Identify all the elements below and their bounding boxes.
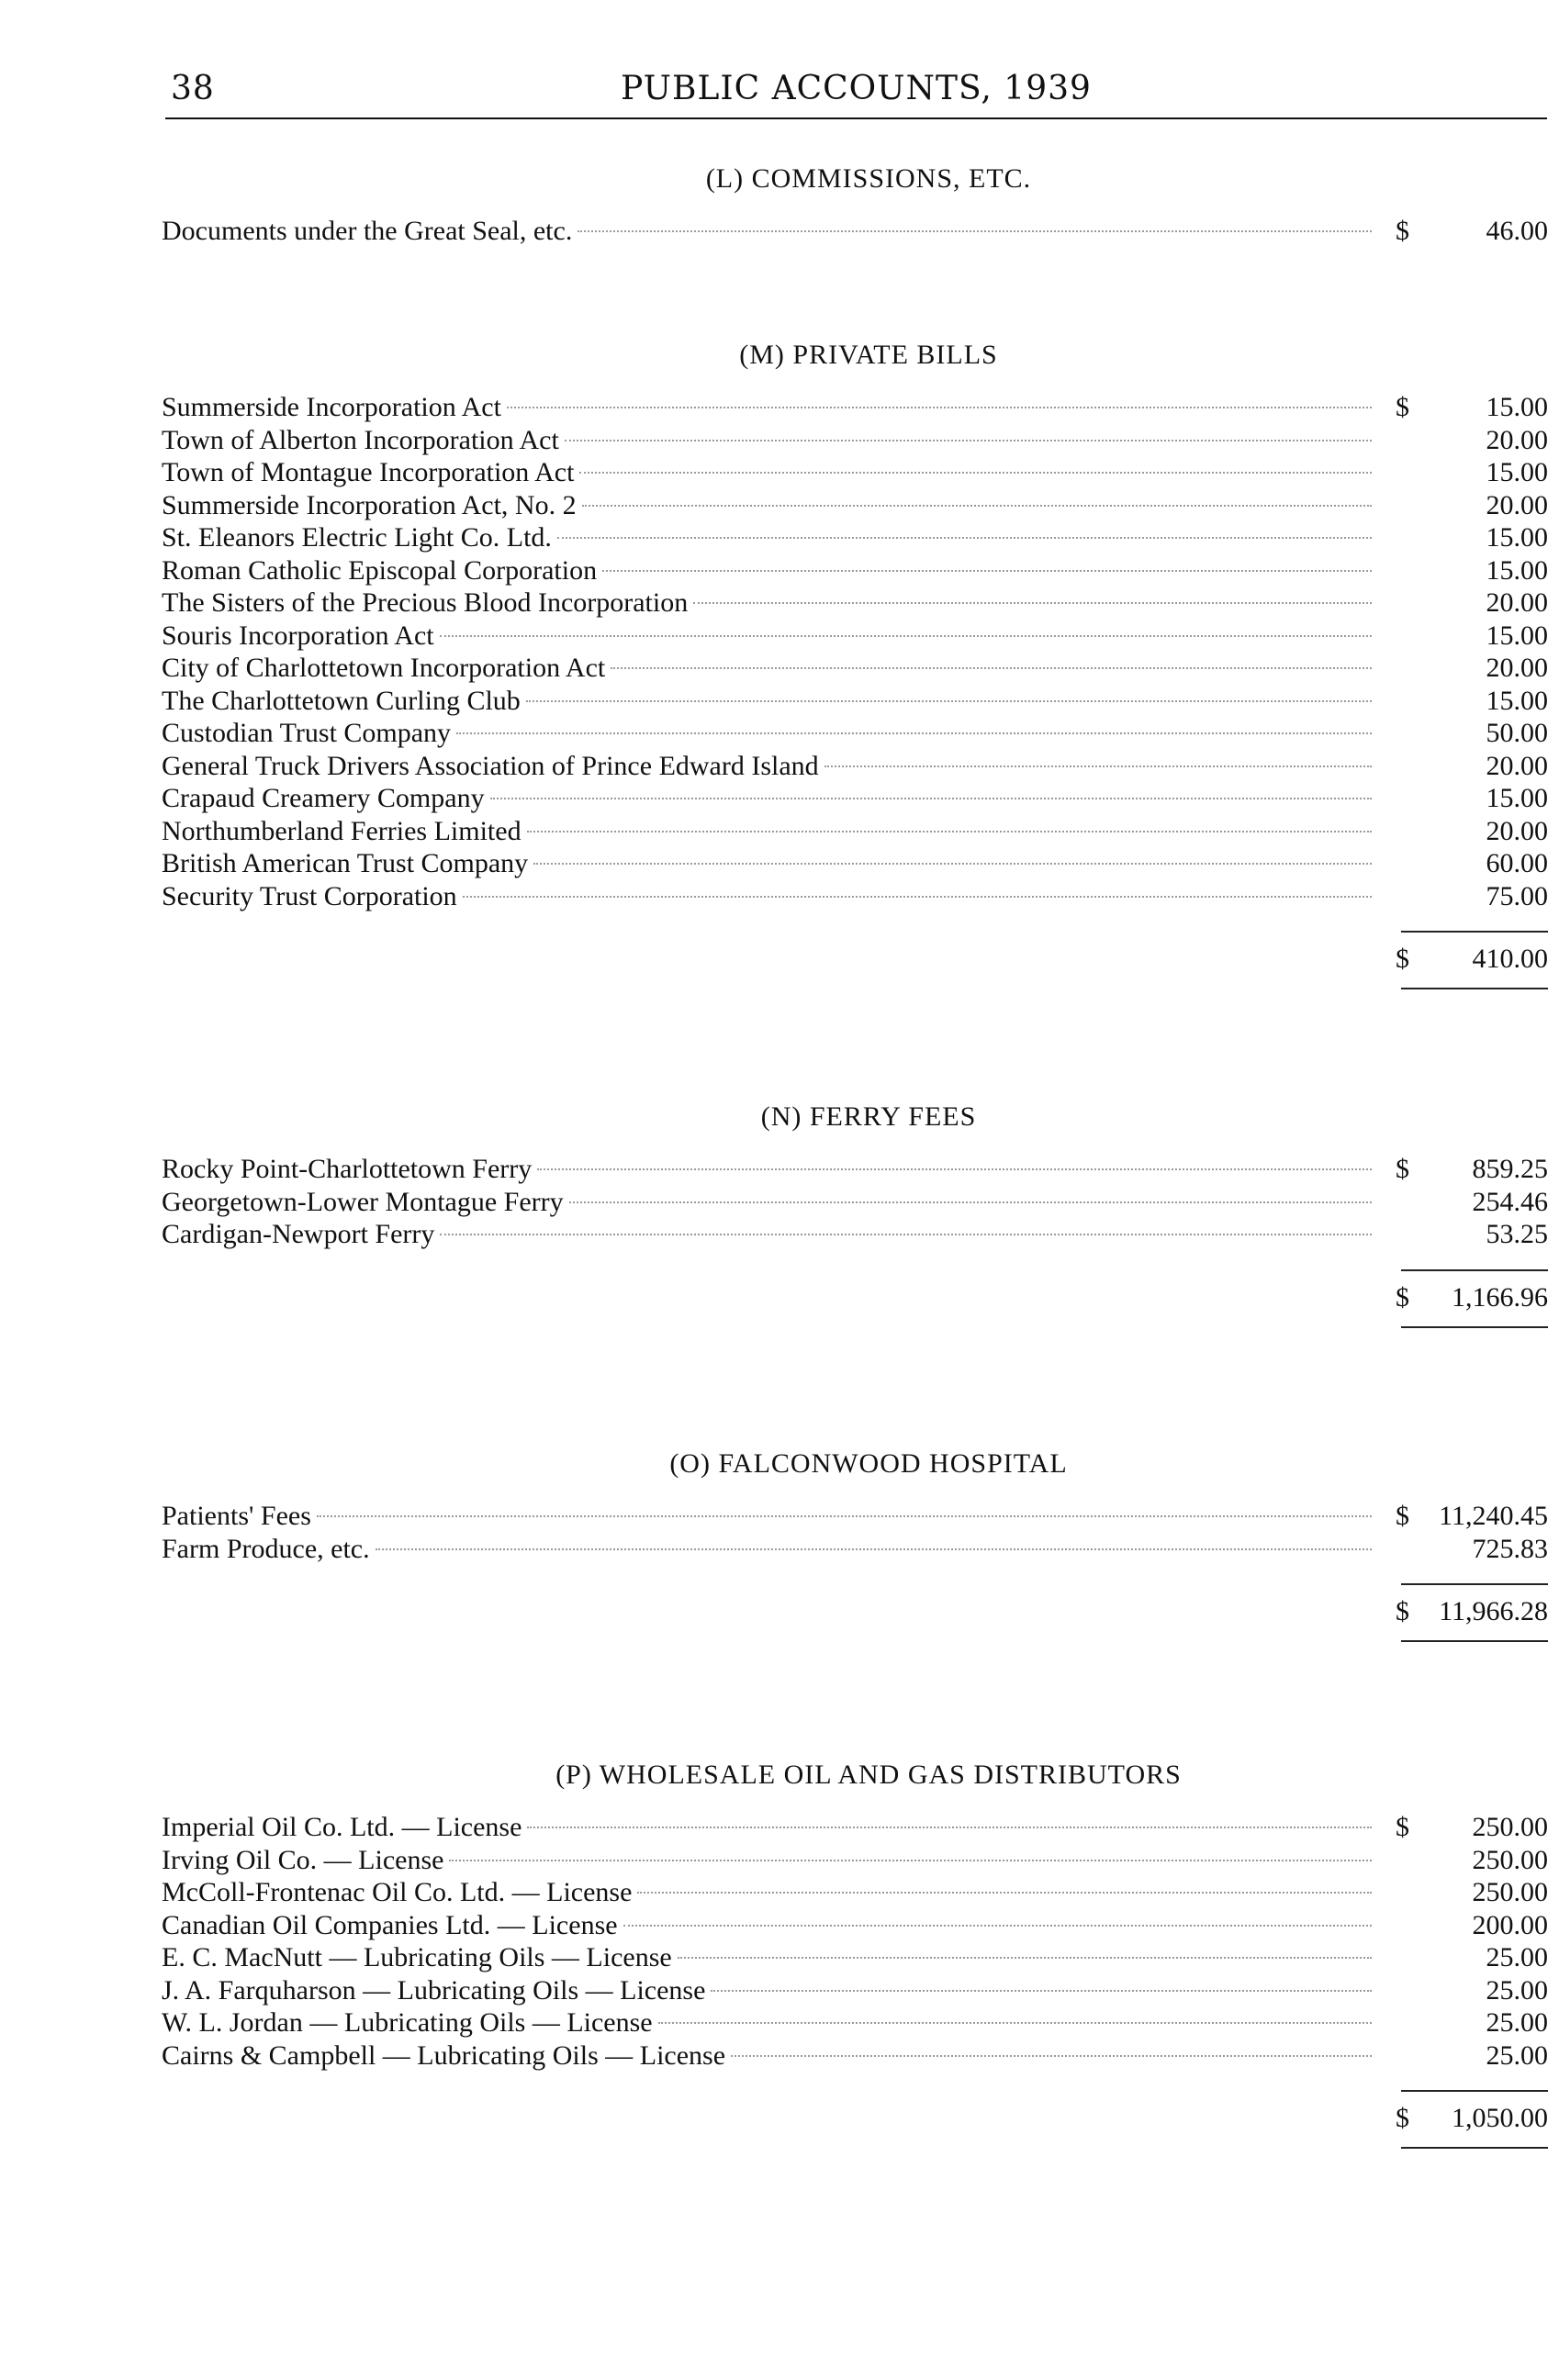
dot-leader [611,667,1372,669]
row-label: The Sisters of the Precious Blood Incorporation [162,587,689,618]
row-amount: 75.00 [1486,880,1548,911]
ledger-row [162,1974,1548,2007]
dollar-sign: $ [1396,1812,1409,1842]
section-total [162,2090,1548,2163]
dot-leader [582,505,1372,507]
subtotal-rule [1401,1269,1548,1271]
ledger-row [162,620,1548,653]
row-amount: 254.46 [1472,1186,1548,1217]
row-label: Summerside Incorporation Act, No. 2 [162,489,577,520]
row-amount: 20.00 [1486,587,1548,618]
total-amount: 11,966.28 [1439,1596,1548,1626]
section-commissions [162,163,1548,248]
dot-leader [440,1234,1372,1235]
row-amount: 20.00 [1486,750,1548,781]
row-label: Crapaud Creamery Company [162,783,485,813]
section-title: (M) PRIVATE BILLS [739,340,998,370]
section-wholesale-oil-gas [162,1760,1548,2163]
row-amount: 250.00 [1472,1844,1548,1875]
ledger-row [162,521,1548,554]
dot-leader [824,765,1372,767]
ledger-row [162,1909,1548,1942]
ledger-row [162,391,1548,424]
section-title: (P) WHOLESALE OIL AND GAS DISTRIBUTORS [555,1760,1182,1790]
page-header [165,62,1547,119]
row-amount: 250.00 [1472,1877,1548,1907]
row-label: McColl-Frontenac Oil Co. Ltd. — License [162,1877,633,1907]
ledger-row [162,847,1548,880]
dot-leader [490,798,1372,799]
row-amount: 200.00 [1472,1909,1548,1940]
total-line [1396,1596,1548,1627]
row-label: British American Trust Company [162,848,529,878]
dot-leader [569,1201,1372,1203]
page-number: 38 [171,70,215,107]
ledger-rows [162,215,1548,248]
ledger-row [162,1500,1548,1533]
row-label: Town of Montague Incorporation Act [162,457,575,487]
ledger-row [162,750,1548,783]
row-amount: 60.00 [1486,848,1548,878]
total-amount: 1,166.96 [1452,1281,1548,1313]
row-label: St. Eleanors Electric Light Co. Ltd. [162,522,552,553]
ledger-row [162,1811,1548,1844]
row-amount: 15.00 [1486,392,1548,422]
dollar-sign: $ [1396,944,1409,974]
row-amount: 15.00 [1486,457,1548,487]
ledger-row [162,1876,1548,1909]
row-label: City of Charlottetown Incorporation Act [162,653,606,683]
page-title: PUBLIC ACCOUNTS, 1939 [621,70,1092,107]
row-label: Custodian Trust Company [162,718,452,748]
row-label: Souris Incorporation Act [162,620,434,651]
dot-leader [578,230,1372,232]
row-label: Cairns & Campbell — Lubricating Oils — License [162,2039,726,2071]
row-amount: 46.00 [1486,216,1548,246]
dollar-sign: $ [1396,216,1409,246]
ledger-row [162,1533,1548,1566]
row-label: Summerside Incorporation Act [162,392,501,422]
dot-leader [557,537,1372,539]
row-label: Irving Oil Co. — License [162,1844,444,1875]
total-rule [1401,2147,1548,2149]
total-amount: 410.00 [1472,944,1548,974]
ledger-row [162,215,1548,248]
dollar-sign: $ [1396,1154,1409,1184]
total-line [1396,1282,1548,1313]
dollar-sign: $ [1396,1596,1409,1626]
row-label: General Truck Drivers Association of Prince Edward Island [162,750,819,781]
ledger-row [162,456,1548,489]
dot-leader [533,863,1372,865]
dot-leader [440,635,1372,637]
dot-leader [527,1827,1372,1828]
ledger-row [162,880,1548,913]
subtotal-rule [1401,1583,1548,1585]
row-amount: 20.00 [1486,424,1548,455]
ledger-rows [162,391,1548,912]
dot-leader [731,2055,1372,2057]
dot-leader [565,440,1372,441]
ledger-row [162,2039,1548,2073]
row-amount: 15.00 [1486,783,1548,813]
dot-leader [317,1515,1372,1517]
row-amount: 20.00 [1486,489,1548,520]
row-amount: 725.83 [1472,1533,1548,1564]
row-label: Rocky Point-Charlottetown Ferry [162,1154,533,1184]
row-amount: 25.00 [1486,2039,1548,2071]
dollar-sign: $ [1396,1501,1409,1531]
ledger-row [162,815,1548,848]
row-label: Canadian Oil Companies Ltd. — License [162,1909,618,1940]
row-amount: 25.00 [1486,1974,1548,2006]
row-label: Patients' Fees [162,1501,311,1531]
row-label: Imperial Oil Co. Ltd. — License [162,1812,522,1842]
row-label: E. C. MacNutt — Lubricating Oils — License [162,1942,672,1972]
subtotal-rule [1401,931,1548,933]
dollar-sign: $ [1396,1281,1409,1313]
ledger-row [162,1153,1548,1186]
section-title: (N) FERRY FEES [760,1101,977,1132]
ledger-rows [162,1500,1548,1565]
row-label: Security Trust Corporation [162,880,457,911]
ledger-row [162,1941,1548,1974]
dot-leader [456,732,1372,734]
row-label: Farm Produce, etc. [162,1533,370,1564]
dot-leader [658,2022,1372,2024]
ledger-row [162,782,1548,815]
ledger-row [162,1218,1548,1251]
dot-leader [678,1957,1372,1959]
dot-leader [526,700,1372,702]
section-total [162,1269,1548,1343]
row-label: Cardigan-Newport Ferry [162,1219,435,1249]
ledger-row [162,652,1548,685]
ledger-row [162,554,1548,587]
dollar-sign: $ [1396,2103,1409,2133]
row-label: Town of Alberton Incorporation Act [162,424,559,455]
dot-leader [376,1548,1372,1550]
total-line [1396,944,1548,975]
row-amount: 15.00 [1486,685,1548,716]
section-total [162,931,1548,1004]
row-amount: 11,240.45 [1439,1501,1548,1531]
section-title: (L) COMMISSIONS, ETC. [705,163,1032,194]
row-amount: 15.00 [1486,522,1548,553]
section-title: (O) FALCONWOOD HOSPITAL [669,1448,1068,1479]
row-label: The Charlottetown Curling Club [162,685,521,716]
row-label: Documents under the Great Seal, etc. [162,216,573,246]
dot-leader [579,472,1372,474]
dot-leader [711,1990,1372,1992]
ledger-rows [162,1153,1548,1251]
row-label: Roman Catholic Episcopal Corporation [162,554,598,586]
ledger-rows [162,1811,1548,2072]
row-amount: 15.00 [1486,620,1548,651]
row-label: J. A. Farquharson — Lubricating Oils — License [162,1974,706,2006]
ledger-row [162,2006,1548,2039]
ledger-row [162,717,1548,750]
section-private-bills [162,340,1548,1004]
dot-leader [507,407,1372,408]
row-amount: 25.00 [1486,1942,1548,1972]
row-label: Northumberland Ferries Limited [162,815,522,846]
row-amount: 50.00 [1486,718,1548,748]
row-amount: 859.25 [1472,1154,1548,1184]
ledger-row [162,587,1548,620]
ledger-row [162,1844,1548,1877]
ledger-row [162,685,1548,718]
row-amount: 250.00 [1472,1812,1548,1842]
dollar-sign: $ [1396,392,1409,422]
dot-leader [449,1860,1372,1861]
dot-leader [463,896,1372,898]
total-line [1396,2103,1548,2134]
ledger-row [162,1186,1548,1219]
total-rule [1401,988,1548,989]
subtotal-rule [1401,2090,1548,2092]
dot-leader [537,1168,1372,1170]
section-ferry-fees [162,1101,1548,1343]
row-amount: 15.00 [1486,554,1548,586]
total-rule [1401,1326,1548,1328]
section-falconwood-hospital [162,1448,1548,1657]
dot-leader [693,602,1372,604]
row-label: Georgetown-Lower Montague Ferry [162,1186,564,1217]
row-amount: 20.00 [1486,815,1548,846]
dot-leader [637,1892,1372,1894]
total-amount: 1,050.00 [1452,2103,1548,2133]
dot-leader [623,1925,1372,1927]
dot-leader [602,570,1372,572]
total-rule [1401,1640,1548,1642]
row-amount: 53.25 [1486,1219,1548,1249]
row-label: W. L. Jordan — Lubricating Oils — License [162,2007,653,2038]
ledger-row [162,424,1548,457]
section-total [162,1583,1548,1657]
dot-leader [527,831,1372,832]
row-amount: 20.00 [1486,653,1548,683]
ledger-row [162,489,1548,522]
row-amount: 25.00 [1486,2007,1548,2038]
